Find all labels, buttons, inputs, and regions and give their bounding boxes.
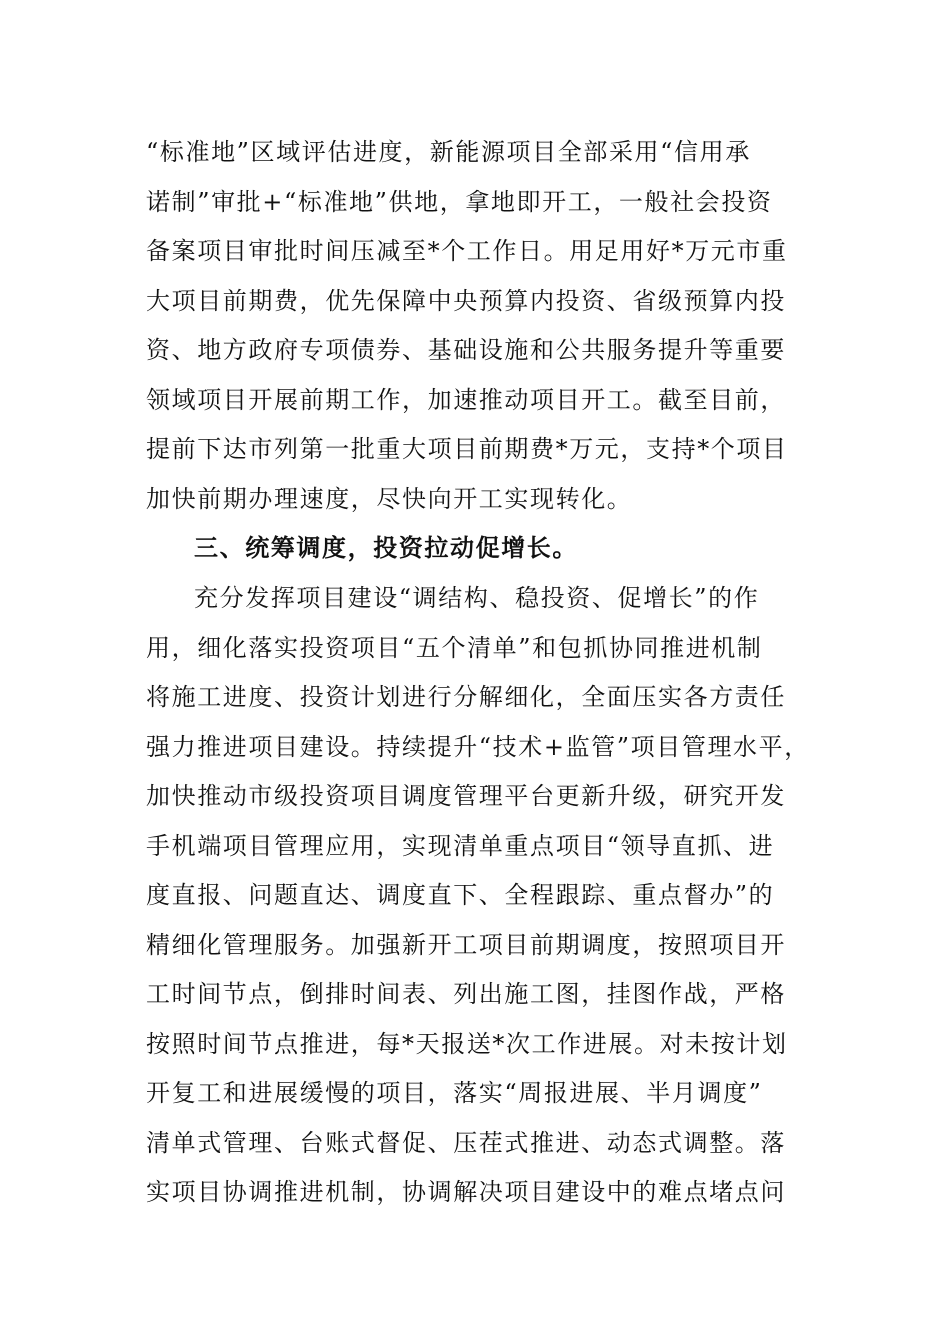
paragraph-line: 手机端项目管理应用，实现清单重点项目“领导直抓、进 bbox=[146, 831, 775, 860]
paragraph-line: 清单式管理、台账式督促、压茬式推进、动态式调整。落 bbox=[146, 1128, 786, 1157]
paragraph-line: 工时间节点，倒排时间表、列出施工图，挂图作战，严格 bbox=[146, 980, 786, 1008]
paragraph-line: 领域项目开展前期工作，加速推动项目开工。截至目前， bbox=[146, 385, 786, 414]
paragraph-1 bbox=[146, 128, 818, 524]
paragraph-line: 充分发挥项目建设“调结构、稳投资、促增长”的作 bbox=[194, 584, 760, 612]
paragraph-line: 实项目协调推进机制，协调解决项目建设中的难点堵点问 bbox=[146, 1178, 786, 1206]
paragraph-line: 将施工进度、投资计划进行分解细化，全面压实各方责任 bbox=[146, 683, 786, 711]
paragraph-line: 大项目前期费，优先保障中央预算内投资、省级预算内投 bbox=[146, 286, 786, 315]
paragraph-line: 强力推进项目建设。持续提升“技术+监管”项目管理水平， bbox=[146, 732, 810, 761]
paragraph-line: “标准地”区域评估进度，新能源项目全部采用“信用承 bbox=[146, 138, 751, 166]
paragraph-line: 开复工和进展缓慢的项目，落实“周报进展、半月调度” bbox=[146, 1079, 763, 1107]
section-heading: 三、统筹调度，投资拉动促增长。 bbox=[194, 534, 578, 562]
paragraph-line: 用，细化落实投资项目“五个清单”和包抓协同推进机制 bbox=[146, 633, 763, 662]
paragraph-line: 度直报、问题直达、调度直下、全程跟踪、重点督办”的 bbox=[146, 881, 775, 909]
paragraph-line: 加快前期办理速度，尽快向开工实现转化。 bbox=[146, 484, 633, 513]
paragraph-line: 按照时间节点推进，每*天报送*次工作进展。对未按计划 bbox=[146, 1029, 788, 1058]
paragraph-line: 备案项目审批时间压减至*个工作日。用足用好*万元市重 bbox=[146, 237, 788, 265]
paragraph-line: 加快推动市级投资项目调度管理平台更新升级，研究开发 bbox=[146, 782, 786, 810]
paragraph-line: 精细化管理服务。加强新开工项目前期调度，按照项目开 bbox=[146, 930, 786, 959]
paragraph-line: 资、地方政府专项债券、基础设施和公共服务提升等重要 bbox=[146, 336, 786, 364]
paragraph-line: 诺制”审批+“标准地”供地，拿地即开工，一般社会投资 bbox=[146, 187, 773, 216]
paragraph-2 bbox=[146, 574, 818, 1218]
paragraph-line: 提前下达市列第一批重大项目前期费*万元，支持*个项目 bbox=[146, 435, 788, 463]
